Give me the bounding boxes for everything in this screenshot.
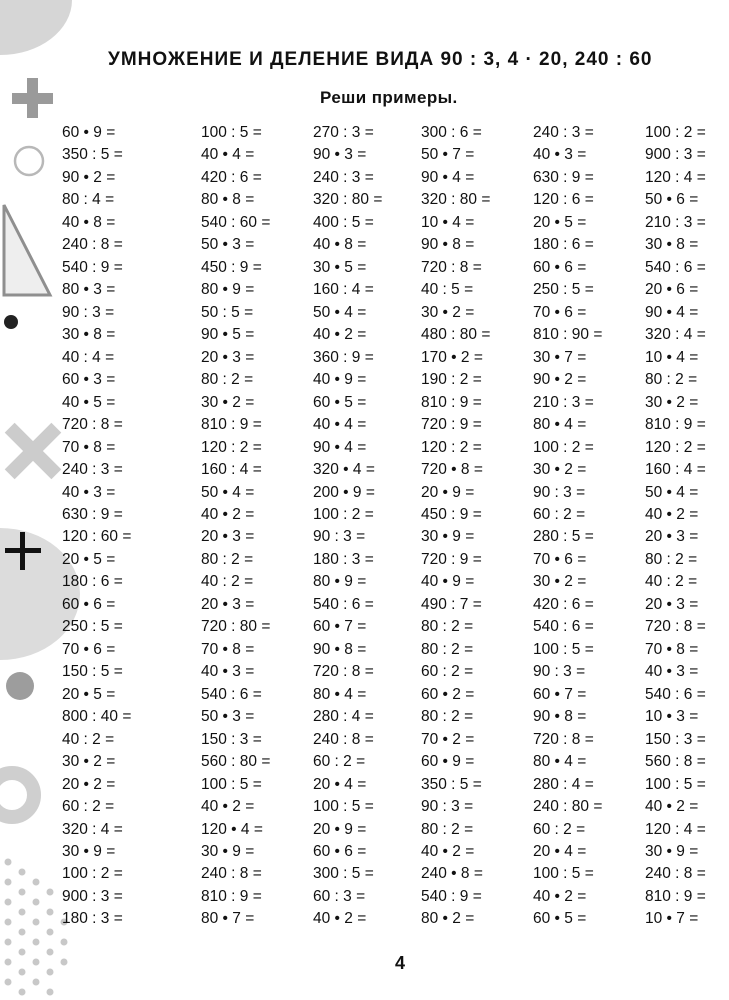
exercise-item: 320 • 4 =: [313, 461, 375, 479]
exercise-item: 420 : 6 =: [201, 168, 262, 186]
exercise-item: 20 • 4 =: [313, 775, 367, 793]
exercise-item: 40 • 3 =: [201, 663, 255, 681]
exercise-item: 80 : 2 =: [421, 618, 474, 636]
exercise-item: 80 : 2 =: [421, 708, 474, 726]
exercise-item: 170 • 2 =: [421, 348, 483, 366]
exercise-item: 120 : 2 =: [421, 438, 482, 456]
exercise-item: 40 • 9 =: [313, 371, 367, 389]
exercise-item: 120 : 4 =: [645, 168, 706, 186]
exercise-item: 40 • 2 =: [201, 505, 255, 523]
exercise-item: 80 • 4 =: [313, 685, 367, 703]
exercise-item: 80 : 2 =: [201, 550, 254, 568]
exercise-item: 60 : 3 =: [313, 887, 366, 905]
exercise-item: 40 • 2 =: [201, 798, 255, 816]
exercise-item: 100 : 2 =: [645, 124, 706, 141]
exercise-item: 120 : 4 =: [645, 820, 706, 838]
page-title: УМНОЖЕНИЕ И ДЕЛЕНИЕ ВИДА 90 : 3, 4 · 20, 240 : 60: [108, 49, 653, 70]
exercise-item: 100 : 5 =: [533, 865, 594, 883]
exercise-item: 120 : 6 =: [533, 191, 594, 209]
exercise-item: 60 • 6 =: [62, 595, 116, 613]
exercise-item: 540 : 9 =: [62, 258, 123, 276]
exercise-item: 40 • 2 =: [421, 843, 475, 860]
exercise-item: 240 : 3 =: [313, 168, 374, 186]
exercise-item: 190 : 2 =: [421, 371, 482, 389]
exercise-item: 40 • 5 =: [62, 393, 116, 411]
exercise-item: 30 • 8 =: [62, 326, 116, 344]
exercise-item: 40 • 3 =: [62, 483, 116, 501]
exercise-item: 60 : 2 =: [421, 663, 474, 681]
exercise-item: 240 : 8 =: [645, 865, 706, 883]
exercise-item: 30 • 9 =: [421, 528, 475, 546]
exercise-item: 60 • 7 =: [533, 685, 587, 703]
exercise-item: 80 • 9 =: [201, 281, 255, 299]
exercise-item: 90 • 8 =: [313, 640, 367, 658]
exercise-item: 40 • 8 =: [62, 213, 116, 231]
exercise-item: 810 : 9 =: [201, 887, 262, 905]
exercise-item: 80 • 9 =: [313, 573, 367, 591]
exercise-item: 60 • 5 =: [533, 910, 587, 928]
exercise-item: 810 : 90 =: [533, 326, 603, 344]
exercise-item: 320 : 4 =: [645, 326, 706, 344]
exercise-item: 720 • 8 =: [421, 461, 483, 479]
half-circle-shape: [0, 0, 72, 55]
exercise-item: 30 • 2 =: [533, 461, 587, 479]
exercise-item: 720 : 8 =: [313, 663, 374, 681]
exercise-item: 480 : 80 =: [421, 326, 491, 344]
exercise-item: 30 • 2 =: [533, 573, 587, 591]
exercise-item: 60 • 3 =: [62, 371, 116, 389]
exercise-item: 560 : 80 =: [201, 753, 271, 771]
page-number: 4: [395, 953, 406, 973]
exercise-item: 20 • 9 =: [421, 483, 475, 501]
exercise-item: 540 : 6 =: [533, 618, 594, 636]
exercise-item: 280 : 5 =: [533, 528, 594, 546]
exercise-item: 300 : 6 =: [421, 124, 482, 141]
exercise-item: 100 : 2 =: [533, 438, 594, 456]
exercise-item: 80 : 2 =: [645, 371, 698, 389]
exercise-item: 40 • 2 =: [313, 326, 367, 344]
exercise-item: 40 • 3 =: [645, 663, 699, 681]
exercise-item: 240 • 8 =: [421, 865, 483, 883]
exercise-item: 810 : 9 =: [645, 416, 706, 434]
exercise-item: 80 • 4 =: [533, 416, 587, 434]
exercise-item: 20 • 9 =: [313, 820, 367, 838]
exercise-item: 490 : 7 =: [421, 595, 482, 613]
exercise-item: 240 : 80 =: [533, 798, 603, 816]
exercise-item: 80 • 7 =: [201, 910, 255, 928]
exercise-item: 90 • 2 =: [62, 168, 116, 186]
exercise-item: 350 : 5 =: [62, 146, 123, 164]
exercise-item: 70 • 2 =: [421, 730, 475, 748]
exercise-item: 40 • 2 =: [533, 887, 587, 905]
exercise-item: 450 : 9 =: [421, 505, 482, 523]
exercise-item: 240 : 3 =: [62, 461, 123, 479]
exercise-item: 320 : 4 =: [62, 820, 123, 838]
exercise-item: 30 • 2 =: [421, 303, 475, 321]
exercise-item: 70 • 6 =: [62, 640, 116, 658]
exercise-item: 50 • 4 =: [313, 303, 367, 321]
exercise-item: 540 : 60 =: [201, 213, 271, 231]
exercise-item: 900 : 3 =: [645, 146, 706, 164]
exercise-item: 10 • 3 =: [645, 708, 699, 726]
exercise-item: 90 : 3 =: [62, 303, 115, 321]
dot-icon: [4, 315, 18, 329]
exercise-item: 20 • 3 =: [201, 528, 255, 546]
exercise-item: 70 • 8 =: [645, 640, 699, 658]
exercise-item: 90 : 3 =: [313, 528, 366, 546]
exercise-item: 720 : 8 =: [533, 730, 594, 748]
exercise-item: 40 • 3 =: [533, 146, 587, 164]
ring-icon: [0, 773, 34, 817]
exercise-item: 120 : 2 =: [645, 438, 706, 456]
exercise-item: 100 : 5 =: [645, 775, 706, 793]
exercise-item: 90 • 4 =: [313, 438, 367, 456]
triangle-icon: [4, 205, 50, 295]
exercise-item: 630 : 9 =: [62, 505, 123, 523]
exercise-item: 150 : 3 =: [201, 730, 262, 748]
exercise-item: 720 : 8 =: [62, 416, 123, 434]
exercise-item: 100 : 5 =: [313, 798, 374, 816]
exercise-item: 20 • 3 =: [645, 595, 699, 613]
exercise-item: 30 • 7 =: [533, 348, 587, 366]
exercise-item: 810 : 9 =: [421, 393, 482, 411]
exercise-item: 10 • 4 =: [421, 213, 475, 231]
exercise-item: 60 : 2 =: [533, 505, 586, 523]
exercise-item: 80 • 3 =: [62, 281, 116, 299]
exercise-item: 40 • 4 =: [201, 146, 255, 164]
exercise-item: 240 : 8 =: [313, 730, 374, 748]
exercise-item: 40 • 2 =: [313, 910, 367, 928]
exercise-item: 360 : 9 =: [313, 348, 374, 366]
exercise-item: 180 : 6 =: [62, 573, 123, 591]
exercise-item: 80 : 2 =: [201, 371, 254, 389]
exercise-item: 20 • 2 =: [62, 775, 116, 793]
exercise-item: 60 : 2 =: [313, 753, 366, 771]
exercise-item: 540 : 9 =: [421, 887, 482, 905]
exercise-item: 160 : 4 =: [201, 461, 262, 479]
exercise-item: 30 • 5 =: [313, 258, 367, 276]
exercise-item: 90 • 2 =: [533, 371, 587, 389]
exercise-item: 70 • 6 =: [533, 550, 587, 568]
exercise-item: 10 • 4 =: [645, 348, 699, 366]
exercise-item: 80 • 2 =: [421, 910, 475, 928]
exercise-item: 30 • 2 =: [201, 393, 255, 411]
exercise-item: 240 : 8 =: [201, 865, 262, 883]
exercise-item: 300 : 5 =: [313, 865, 374, 883]
exercise-item: 120 : 60 =: [62, 528, 132, 546]
exercise-item: 280 : 4 =: [533, 775, 594, 793]
exercise-item: 150 : 3 =: [645, 730, 706, 748]
exercise-item: 250 : 5 =: [62, 618, 123, 636]
exercise-item: 160 : 4 =: [645, 461, 706, 479]
exercise-item: 30 • 2 =: [645, 393, 699, 411]
exercise-item: 320 : 80 =: [313, 191, 383, 209]
exercise-item: 60 • 9 =: [421, 753, 475, 771]
exercise-item: 120 • 4 =: [201, 820, 263, 838]
exercise-item: 20 • 3 =: [645, 528, 699, 546]
exercise-item: 400 : 5 =: [313, 213, 374, 231]
exercise-item: 20 • 3 =: [201, 595, 255, 613]
exercise-item: 180 : 3 =: [313, 550, 374, 568]
exercise-item: 630 : 9 =: [533, 168, 594, 186]
exercise-item: 60 • 6 =: [313, 843, 367, 860]
exercise-item: 90 • 3 =: [313, 146, 367, 164]
exercise-item: 100 : 2 =: [62, 865, 123, 883]
exercise-item: 60 • 9 =: [62, 124, 116, 141]
exercise-item: 810 : 9 =: [201, 416, 262, 434]
exercise-item: 270 : 3 =: [313, 124, 374, 141]
exercise-item: 20 • 5 =: [62, 685, 116, 703]
exercise-item: 280 : 4 =: [313, 708, 374, 726]
exercise-item: 540 : 6 =: [645, 258, 706, 276]
exercise-item: 160 : 4 =: [313, 281, 374, 299]
exercise-item: 180 : 3 =: [62, 910, 123, 928]
dot-pattern: [5, 859, 68, 996]
exercise-item: 50 • 4 =: [201, 483, 255, 501]
circle-outline-icon: [15, 147, 43, 175]
exercise-item: 100 : 5 =: [201, 124, 262, 141]
exercise-item: 800 : 40 =: [62, 708, 132, 726]
exercise-item: 30 • 9 =: [201, 843, 255, 860]
exercise-item: 350 : 5 =: [421, 775, 482, 793]
exercise-item: 70 • 8 =: [201, 640, 255, 658]
exercise-item: 40 : 2 =: [201, 573, 254, 591]
exercise-item: 100 : 2 =: [313, 505, 374, 523]
exercise-item: 200 • 9 =: [313, 483, 375, 501]
exercise-item: 40 • 2 =: [645, 505, 699, 523]
exercise-item: 50 • 3 =: [201, 708, 255, 726]
exercise-item: 560 : 8 =: [645, 753, 706, 771]
exercise-item: 60 • 5 =: [313, 393, 367, 411]
exercise-item: 50 : 5 =: [201, 303, 254, 321]
exercise-item: 40 • 4 =: [313, 416, 367, 434]
exercise-item: 90 • 4 =: [421, 168, 475, 186]
exercise-item: 20 • 5 =: [533, 213, 587, 231]
exercise-item: 40 : 4 =: [62, 348, 115, 366]
exercise-item: 70 • 6 =: [533, 303, 587, 321]
exercise-item: 40 : 5 =: [421, 281, 474, 299]
exercise-item: 60 : 2 =: [62, 798, 115, 816]
exercise-item: 90 : 3 =: [533, 483, 586, 501]
exercise-item: 120 : 2 =: [201, 438, 262, 456]
exercise-item: 20 • 5 =: [62, 550, 116, 568]
exercise-grid: [62, 122, 722, 931]
exercise-item: 60 : 2 =: [533, 820, 586, 838]
exercise-item: 900 : 3 =: [62, 887, 123, 905]
exercise-item: 50 • 7 =: [421, 146, 475, 164]
exercise-item: 540 : 6 =: [645, 685, 706, 703]
exercise-item: 100 : 5 =: [533, 640, 594, 658]
exercise-item: 50 • 4 =: [645, 483, 699, 501]
exercise-item: 90 • 5 =: [201, 326, 255, 344]
exercise-item: 80 • 4 =: [533, 753, 587, 771]
exercise-item: 720 : 80 =: [201, 618, 271, 636]
exercise-item: 100 : 5 =: [201, 775, 262, 793]
exercise-item: 80 : 2 =: [421, 820, 474, 838]
exercise-item: 210 : 3 =: [645, 213, 706, 231]
exercise-item: 30 • 9 =: [62, 843, 116, 860]
exercise-item: 90 : 3 =: [421, 798, 474, 816]
exercise-item: 90 • 4 =: [645, 303, 699, 321]
exercise-item: 720 : 8 =: [421, 258, 482, 276]
exercise-item: 40 : 2 =: [645, 573, 698, 591]
exercise-item: 240 : 3 =: [533, 124, 594, 141]
exercise-item: 250 : 5 =: [533, 281, 594, 299]
exercise-item: 540 : 6 =: [201, 685, 262, 703]
exercise-item: 90 • 8 =: [421, 236, 475, 254]
exercise-item: 80 : 4 =: [62, 191, 115, 209]
exercise-item: 240 : 8 =: [62, 236, 123, 254]
exercise-item: 40 • 8 =: [313, 236, 367, 254]
exercise-item: 70 • 8 =: [62, 438, 116, 456]
exercise-item: 420 : 6 =: [533, 595, 594, 613]
exercise-item: 720 : 8 =: [645, 618, 706, 636]
exercise-item: 90 : 3 =: [533, 663, 586, 681]
exercise-item: 10 • 7 =: [645, 910, 699, 928]
exercise-item: 40 : 2 =: [62, 730, 115, 748]
exercise-item: 60 • 7 =: [313, 618, 367, 636]
exercise-item: 450 : 9 =: [201, 258, 262, 276]
exercise-item: 30 • 2 =: [62, 753, 116, 771]
plus-icon-gray: [12, 78, 53, 118]
exercise-item: 150 : 5 =: [62, 663, 123, 681]
exercise-item: 50 • 3 =: [201, 236, 255, 254]
exercise-item: 320 : 80 =: [421, 191, 491, 209]
instruction: Реши примеры.: [320, 88, 458, 107]
exercise-item: 40 • 2 =: [645, 798, 699, 816]
exercise-item: 60 • 6 =: [533, 258, 587, 276]
exercise-item: 20 • 6 =: [645, 281, 699, 299]
exercise-item: 60 • 2 =: [421, 685, 475, 703]
exercise-item: 210 : 3 =: [533, 393, 594, 411]
exercise-item: 40 • 9 =: [421, 573, 475, 591]
exercise-item: 80 • 8 =: [201, 191, 255, 209]
exercise-item: 720 : 9 =: [421, 550, 482, 568]
exercise-item: 540 : 6 =: [313, 595, 374, 613]
exercise-item: 20 • 4 =: [533, 843, 587, 860]
exercise-item: 180 : 6 =: [533, 236, 594, 254]
exercise-item: 50 • 6 =: [645, 191, 699, 209]
exercise-item: 810 : 9 =: [645, 887, 706, 905]
exercise-item: 80 : 2 =: [421, 640, 474, 658]
gray-dot-icon: [6, 672, 34, 700]
exercise-item: 30 • 8 =: [645, 236, 699, 254]
exercise-item: 80 : 2 =: [645, 550, 698, 568]
exercise-item: 720 : 9 =: [421, 416, 482, 434]
exercise-item: 90 • 8 =: [533, 708, 587, 726]
exercise-item: 20 • 3 =: [201, 348, 255, 366]
exercise-item: 30 • 9 =: [645, 843, 699, 860]
